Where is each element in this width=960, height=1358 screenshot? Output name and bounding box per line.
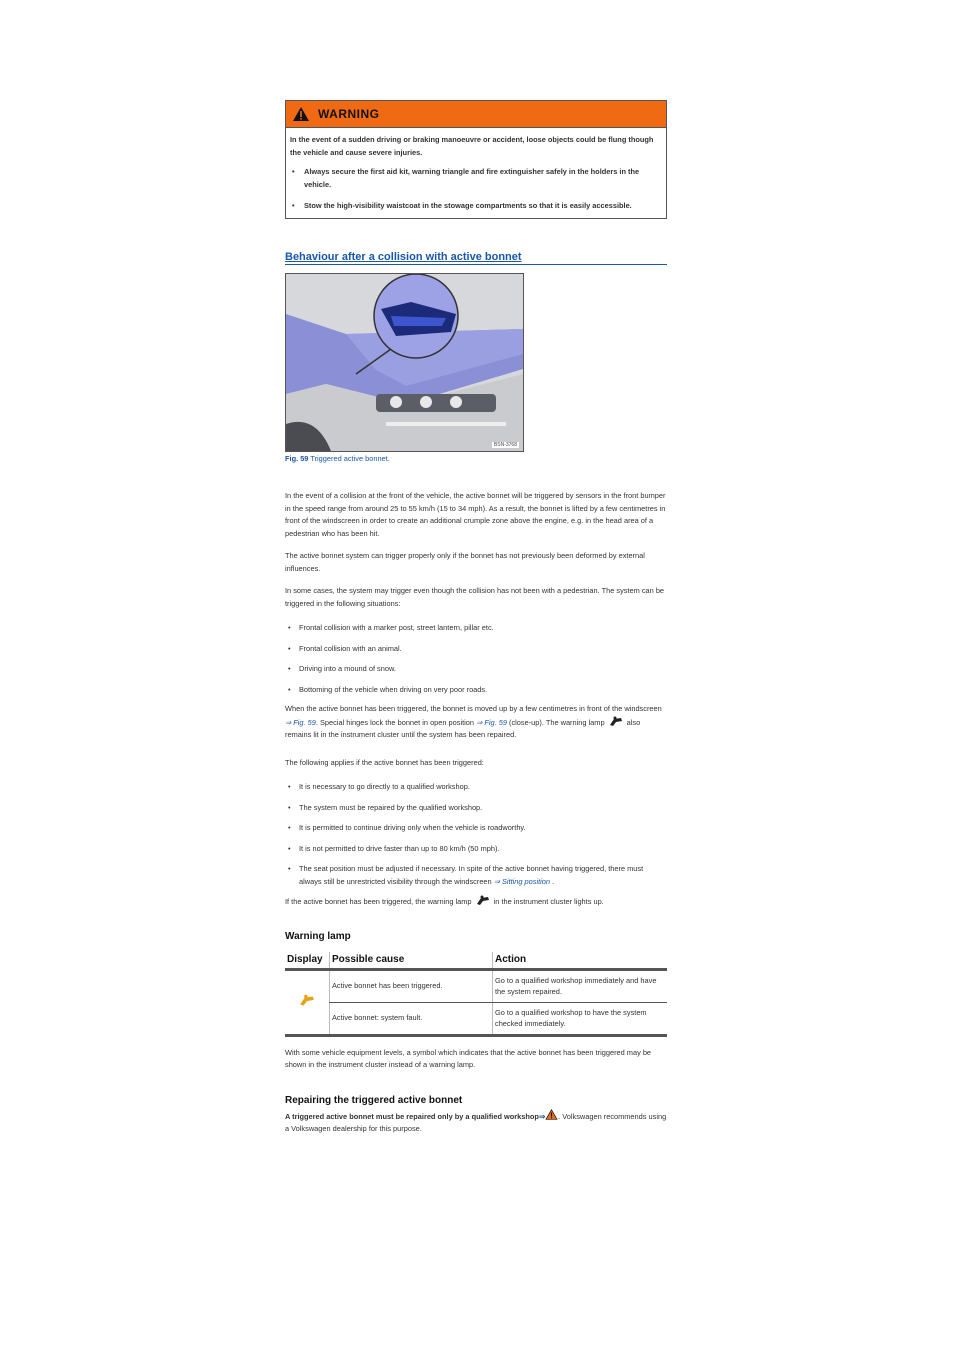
figure-image (285, 273, 524, 452)
warning-item: • Always secure the first aid kit, warning triangle and fire extinguisher safely in the holders in the vehicle. (290, 165, 659, 191)
paragraph-7: With some vehicle equipment levels, a symbol which indicates that the active bonnet has been triggered may be shown in the instrument cluster instead of a warning lamp. (285, 1047, 652, 1069)
paragraph-3: In some cases, the system may trigger even though the collision has not been with a pedestrian. The system can be triggered in the following situations: (285, 586, 665, 608)
list-item: • It is necessary to go directly to a qualified workshop. (285, 781, 667, 794)
paragraph-8-text: . Volkswagen recommends using a Volkswagen dealership for this purpose. (285, 1111, 667, 1133)
action-cell: Go to a qualified workshop immediately and have the system repaired. (493, 969, 668, 1002)
warning-triangle-icon[interactable] (545, 1109, 558, 1120)
warning-box (285, 100, 667, 219)
paragraph-6 (285, 895, 667, 909)
list-item: • Bottoming of the vehicle when driving on very poor roads. (285, 684, 667, 697)
warning-header (286, 101, 666, 128)
applies-list (285, 781, 667, 888)
display-cell (285, 969, 330, 1035)
active-bonnet-lamp-icon (476, 895, 490, 906)
list-item: • It is permitted to continue driving only when the vehicle is roadworthy. (285, 822, 667, 835)
paragraph-5: The following applies if the active bonnet has been triggered: (285, 757, 484, 767)
action-cell: Go to a qualified workshop to have the system checked immediately. (493, 1002, 668, 1035)
warning-body (286, 128, 666, 218)
fig-59-link[interactable]: ⇒ Fig. 59 (476, 717, 507, 727)
paragraph-4-text: also remains lit in the instrument cluster until the system has been repaired. (285, 717, 641, 739)
figure-label: Fig. 59 (285, 454, 309, 463)
list-item-text: The seat position must be adjusted if necessary. In spite of the active bonnet having triggered, there must always still be unrestricted visibility through the windscreen (299, 864, 644, 886)
warning-list (290, 165, 659, 212)
cause-cell: Active bonnet has been triggered. (330, 969, 493, 1002)
active-bonnet-lamp-icon (609, 716, 623, 727)
car-bonnet-illustration (286, 274, 523, 451)
table-row (285, 969, 667, 1002)
warning-item: • Stow the high-visibility waistcoat in the stowage compartments so that it is easily accessible. (290, 199, 659, 212)
paragraph-1: In the event of a collision at the front of the vehicle, the active bonnet will be triggered by sensors in the front bumper in the speed range from around 25 to 55 km/h (15 to 34 mph). As a result, the bonnet is lifted by a few centimetres in front of the windscreen in order to create an additional crumple zone above the engine, e.g. in the head area of a pedestrian who has been hit. (285, 491, 666, 538)
paragraph-4 (285, 703, 667, 742)
paragraph-8 (285, 1109, 667, 1136)
col-display: Display (285, 952, 330, 970)
manual-page (285, 100, 667, 1136)
paragraph-2: The active bonnet system can trigger properly only if the bonnet has not previously been deformed by external influences. (285, 551, 645, 573)
paragraph-4-text: (close-up). The warning lamp (506, 717, 607, 727)
warning-intro: In the event of a sudden driving or braking manoeuvre or accident, loose objects could be flung though the vehicle and cause severe injuries. (290, 135, 654, 157)
figure-code: BSN-3768 (493, 442, 517, 448)
figure-caption (285, 454, 667, 463)
list-item: • Driving into a mound of snow. (285, 663, 667, 676)
paragraph-6-text: in the instrument cluster lights up. (491, 897, 604, 906)
sitting-position-link[interactable]: ⇒ Sitting position (493, 876, 551, 886)
cause-cell: Active bonnet: system fault. (330, 1002, 493, 1035)
repair-title: Repairing the triggered active bonnet (285, 1094, 463, 1106)
list-item: • Frontal collision with a marker post, street lantern, pillar etc. (285, 622, 667, 635)
section-title: Behaviour after a collision with active bonnet (285, 251, 667, 265)
paragraph-6-text: If the active bonnet has been triggered, the warning lamp (285, 897, 474, 906)
list-item-text: . (550, 876, 555, 886)
warning-ref-arrow[interactable]: ⇒ (538, 1111, 546, 1121)
list-item (285, 863, 667, 888)
list-item: • Frontal collision with an animal. (285, 643, 667, 656)
col-action: Action (493, 952, 668, 970)
col-cause: Possible cause (330, 952, 493, 970)
active-bonnet-lamp-icon (299, 994, 315, 1007)
table-row (285, 1002, 667, 1035)
paragraph-4-text: When the active bonnet has been triggered, the bonnet is moved up by a few centimetres in front of the windscreen (285, 704, 662, 713)
warning-triangle-icon (292, 106, 310, 122)
list-item: • The system must be repaired by the qualified workshop. (285, 802, 667, 815)
fig-59-link[interactable]: ⇒ Fig. 59 (285, 717, 316, 727)
situations-list (285, 622, 667, 696)
list-item: • It is not permitted to drive faster than up to 80 km/h (50 mph). (285, 843, 667, 856)
warning-lamp-title: Warning lamp (285, 930, 351, 942)
table-header-row (285, 952, 667, 970)
figure-caption-text: Triggered active bonnet. (310, 454, 390, 463)
warning-lamp-table (285, 952, 667, 1037)
paragraph-8-bold: A triggered active bonnet must be repaired only by a qualified workshop (285, 1111, 539, 1121)
paragraph-4-text: . Special hinges lock the bonnet in open position (315, 717, 477, 727)
warning-title: WARNING (318, 107, 380, 121)
